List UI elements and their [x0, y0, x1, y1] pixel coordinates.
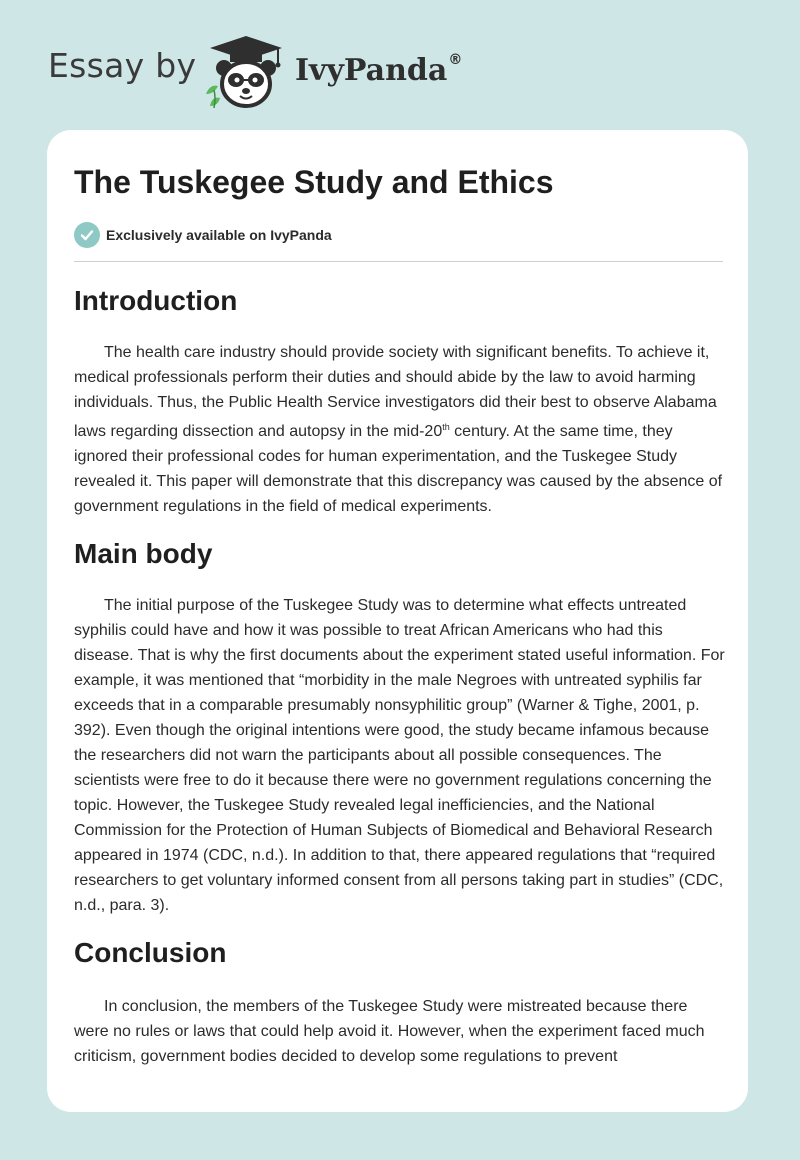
superscript: th	[442, 422, 450, 432]
section-heading: Introduction	[74, 285, 238, 316]
brand-name: IvyPanda®	[295, 52, 463, 88]
site-header	[0, 0, 800, 130]
section-paragraph: The health care industry should provide society with significant benefits. To achieve it, medical professionals perform their duties and should abide by the law to avoid harming individuals. Thus, the Public Health Service investigators did their best to observe Alabama laws regarding dissection and autopsy in the mid-20th century. At the same time, they ignored their professional codes for human experimentation, and the Tuskegee Study revealed it. This paper will demonstrate that this discrepancy was caused by the absence of government regulations in the field of medical experiments.	[74, 344, 723, 515]
registered-mark: ®	[448, 52, 463, 68]
essay-body	[74, 282, 726, 1069]
section-main-body	[74, 535, 726, 918]
section-introduction	[74, 282, 726, 519]
essay-by-label: Essay by	[48, 46, 197, 85]
divider	[74, 261, 723, 262]
section-paragraph: In conclusion, the members of the Tuskegee Study were mistreated because there were no rules or laws that could help avoid it. However, when the experiment faced much criticism, government bodies decided to develop some regulations to prevent	[74, 998, 705, 1065]
badge-label: Exclusively available on IvyPanda	[106, 227, 332, 243]
section-heading: Conclusion	[74, 937, 227, 968]
essay-title: The Tuskegee Study and Ethics	[74, 164, 554, 200]
section-paragraph: The initial purpose of the Tuskegee Study was to determine what effects untreated syphilis could have and how it was possible to treat African Americans who had this disease. That is why the first documents about the experiment stated useful information. For example, it was mentioned that “morbidity in the male Negroes with untreated syphilis far exceeds that in a comparable presumably nonsyphilitic group” (Warner & Tighe, 2001, p. 392). Even though the original intentions were good, the study became infamous because the researchers did not warn the participants about all possible consequences. The scientists were free to do it because there were no government regulations concerning the topic. However, the Tuskegee Study revealed legal inefficiencies, and the National Commission for the Protection of Human Subjects of Biomedical and Behavioral Research appeared in 1974 (CDC, n.d.). In addition to that, there appeared regulations that “required researchers to get voluntary informed consent from all persons taking part in studies” (CDC, n.d., para. 3).	[74, 597, 725, 914]
section-conclusion	[74, 934, 726, 1069]
essay-card	[47, 130, 748, 1112]
section-heading: Main body	[74, 538, 213, 569]
ivypanda-logo[interactable]	[200, 34, 292, 110]
exclusive-badge	[74, 222, 332, 248]
check-icon	[74, 222, 100, 248]
